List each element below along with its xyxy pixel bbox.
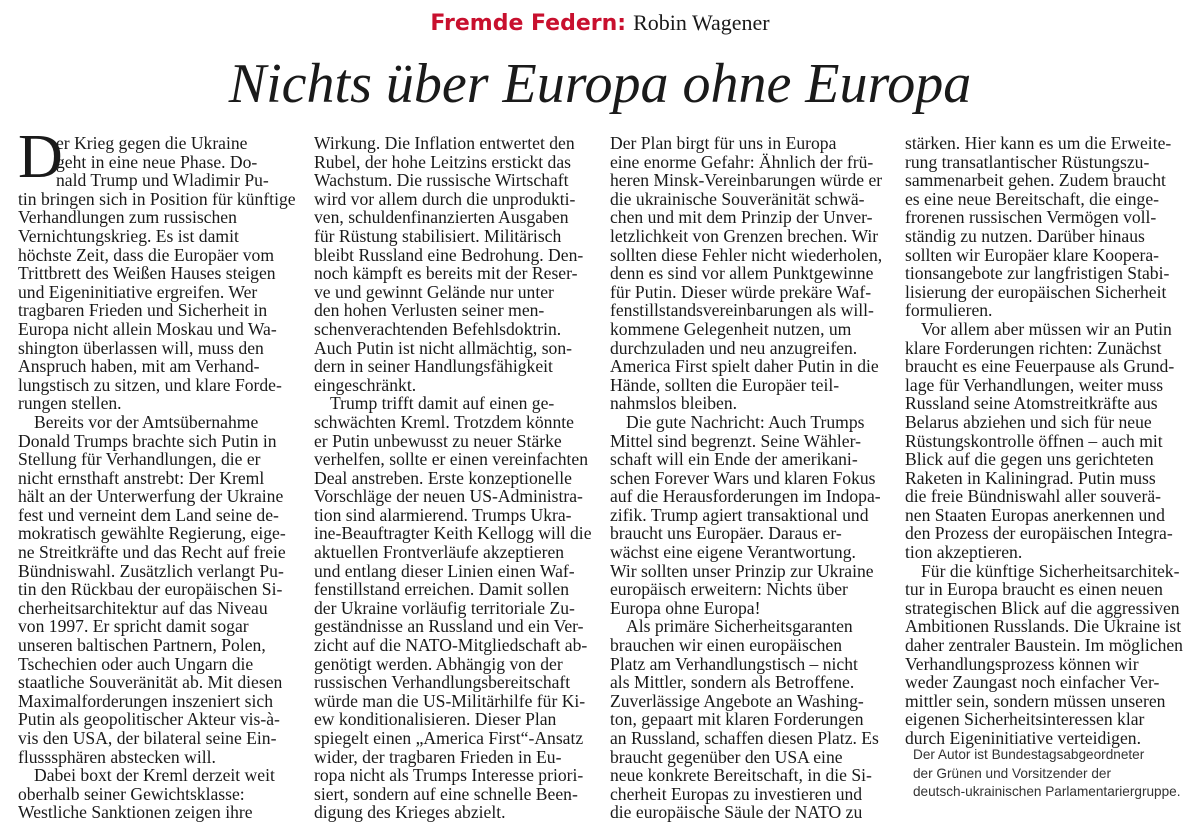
article-line: klare Forderungen richten: Zunächst	[905, 337, 1162, 358]
article-column-3	[610, 134, 890, 822]
article-line: Belarus abziehen und sich für neue	[905, 411, 1152, 432]
article-line: Vorschläge der neuen US-Administra-	[314, 486, 583, 507]
article-line: Zuverlässige Angebote an Washing-	[610, 690, 864, 711]
article-line: hält an der Unterwerfung der Ukraine	[18, 486, 284, 507]
article-line: Donald Trumps brachte sich Putin in	[18, 430, 277, 451]
article-line: Verhandlungsprozess können wir	[905, 653, 1139, 674]
article-line: digung des Krieges abzielt.	[314, 802, 506, 822]
article-line: die ukrainische Souveränität schwä-	[610, 188, 865, 209]
article-line: rungen stellen.	[18, 393, 122, 414]
article-line: fenstillstand erreichen. Damit sollen	[314, 579, 570, 600]
article-line: Für die künftige Sicherheitsarchitek-	[921, 560, 1180, 581]
article-line: shington überlassen will, muss den	[18, 337, 264, 358]
article-line: Blick auf die gegen uns gerichteten	[905, 449, 1154, 470]
article-line: eingeschränkt.	[314, 374, 417, 395]
article-line: er Krieg gegen die Ukraine	[56, 133, 248, 153]
article-line: ven, schuldenfinanzierten Ausgaben	[314, 207, 569, 228]
article-line: eine enorme Gefahr: Ähnlich der frü-	[610, 151, 874, 172]
article-line: Europa ohne Europa!	[610, 597, 761, 618]
article-line: Wachstum. Die russische Wirtschaft	[314, 170, 569, 191]
article-line: Vor allem aber müssen wir an Putin	[921, 318, 1172, 339]
article-line: Ambitionen Russlands. Die Ukraine ist	[905, 616, 1182, 637]
article-line: lungstisch zu sitzen, und klare Forde-	[18, 374, 282, 395]
article-line: ne Streitkräfte und das Recht auf freie	[18, 542, 286, 563]
article-line: Vernichtungskrieg. Es ist damit	[18, 225, 239, 246]
article-line: geständnisse an Russland und ein Ver-	[314, 616, 584, 637]
article-line: Anspruch haben, mit am Verhand-	[18, 356, 260, 377]
article-line: und Eigeninitiative ergreifen. Wer	[18, 281, 258, 302]
article-line: Als primäre Sicherheitsgaranten	[626, 616, 853, 637]
article-line: Bereits vor der Amtsübernahme	[34, 411, 259, 432]
article-line: mokratisch gewählte Regierung, eige-	[18, 523, 286, 544]
article-column-2	[314, 134, 594, 822]
article-line: Rubel, der hohe Leitzins erstickt das	[314, 151, 571, 172]
article-line: schaft will ein Ende der amerikani-	[610, 449, 858, 470]
article-line: ropa nicht als Trumps Interesse priori-	[314, 765, 584, 786]
article-line: geht in eine neue Phase. Do-	[56, 151, 258, 172]
article-line: schen Forever Wars und klaren Fokus	[610, 467, 876, 488]
article-line: Mittel sind begrenzt. Seine Wähler-	[610, 430, 861, 451]
article-line: genötigt werden. Abhängig von der	[314, 653, 563, 674]
article-line: durch Eigeninitiative verteidigen.	[905, 728, 1141, 748]
article-line: die europäische Säule der NATO zu	[610, 802, 863, 822]
article-line: ton, gepaart mit klaren Forderungen	[610, 709, 864, 730]
article-line: formulieren.	[905, 300, 993, 321]
article-line: auf die Herausforderungen im Indopa-	[610, 486, 881, 507]
article-line: für Putin. Dieser würde prekäre Waf-	[610, 281, 872, 302]
article-line: strategischen Blick auf die aggressiven	[905, 597, 1180, 618]
article-line: Russland seine Atomstreitkräfte aus	[905, 393, 1158, 414]
article-line: tin bringen sich in Position für künftige	[18, 188, 296, 209]
article-line: zifik. Trump agiert transaktional und	[610, 504, 869, 525]
article-line: höchste Zeit, dass die Europäer vom	[18, 244, 275, 265]
article-line: vis den USA, der bilateral seine Ein-	[18, 728, 277, 748]
author-note	[913, 746, 1193, 802]
article-line: Dabei boxt der Kreml derzeit weit	[34, 765, 275, 786]
article-line: wächst eine eigene Verantwortung.	[610, 542, 856, 563]
article-line: tin den Rückbau der europäischen Si-	[18, 579, 283, 600]
article-line: ve und gewinnt Gelände nur unter	[314, 281, 554, 302]
article-line: Stellung für Verhandlungen, die er	[18, 449, 261, 470]
article-line: daher zentraler Baustein. Im möglichen	[905, 635, 1183, 656]
article-line: rung transatlantischer Rüstungszu-	[905, 151, 1150, 172]
article-line: aktuellen Frontverläufe akzeptieren	[314, 542, 565, 563]
article-line: als Mittler, sondern als Betroffene.	[610, 672, 855, 693]
article-line: europäisch erweitern: Nichts über	[610, 579, 848, 600]
article-line: braucht uns Europäer. Daraus er-	[610, 523, 842, 544]
article-line: eigenen Sicherheitsinteressen klar	[905, 709, 1145, 730]
article-line: Raketen in Kaliningrad. Putin muss	[905, 467, 1156, 488]
article-line: tion sind alarmierend. Trumps Ukra-	[314, 504, 572, 525]
author-note-line: Der Autor ist Bundestagsabgeordneter	[913, 747, 1145, 762]
article-line: Maximalforderungen inszeniert sich	[18, 690, 274, 711]
article-line: staatliche Souveränität ab. Mit diesen	[18, 672, 283, 693]
article-line: den hohen Verlusten seiner men-	[314, 300, 545, 321]
article-line: siert, sondern auf eine schnelle Been-	[314, 783, 578, 804]
article-line: fest und verneint dem Land seine de-	[18, 504, 279, 525]
article-line: denn es sind vor allem Punktgewinne	[610, 263, 874, 284]
article-line: wird vor allem durch die unprodukti-	[314, 188, 576, 209]
article-line: kommene Gelegenheit nutzen, um	[610, 318, 852, 339]
article-line: noch kämpft es bereits mit der Reser-	[314, 263, 578, 284]
article-line: unseren baltischen Partnern, Polen,	[18, 635, 266, 656]
article-line: Wirkung. Die Inflation entwertet den	[314, 133, 575, 153]
article-line: neue konkrete Bereitschaft, in die Si-	[610, 765, 872, 786]
article-line: oberhalb seiner Gewichtsklasse:	[18, 783, 245, 804]
article-line: Deal anstreben. Erste konzeptionelle	[314, 467, 572, 488]
article-line: Bündniswahl. Zusätzlich verlangt Pu-	[18, 560, 284, 581]
article-line: Platz am Verhandlungstisch – nicht	[610, 653, 858, 674]
article-line: nald Trump und Wladimir Pu-	[56, 170, 269, 191]
article-line: russischen Verhandlungsbereitschaft	[314, 672, 571, 693]
article-column-1	[18, 123, 298, 822]
article-line: Westliche Sanktionen zeigen ihre	[18, 802, 253, 822]
article-line: stärken. Hier kann es um die Erweite-	[905, 133, 1172, 153]
author-name: Robin Wagener	[633, 10, 770, 35]
article-line: Verhandlungen zum russischen	[18, 207, 237, 228]
article-line: lisierung der europäischen Sicherheit	[905, 281, 1167, 302]
article-line: lage für Verhandlungen, weiter muss	[905, 374, 1164, 395]
author-note-line: deutsch-ukrainischen Parlamentariergruppe.	[913, 784, 1181, 800]
article-line: von 1997. Er spricht damit sogar	[18, 616, 249, 637]
article-line: Auch Putin ist nicht allmächtig, son-	[314, 337, 573, 358]
article-line: durchzuladen und neu anzugreifen.	[610, 337, 858, 358]
article-line: spiegelt einen „America First“-Ansatz	[314, 728, 584, 748]
article-line: brauchen wir einen europäischen	[610, 635, 843, 656]
article-line: Hände, sollten die Europäer teil-	[610, 374, 840, 395]
article-line: der Ukraine vorläufig territoriale Zu-	[314, 597, 575, 618]
article-line: zicht auf die NATO-Mitgliedschaft ab-	[314, 635, 588, 656]
article-line: chen und mit dem Prinzip der Unver-	[610, 207, 873, 228]
article-line: ew konditionalisieren. Dieser Plan	[314, 709, 557, 730]
article-line: die freie Bündniswahl aller souverä-	[905, 486, 1161, 507]
article-line: Europa nicht allein Moskau und Wa-	[18, 318, 277, 339]
article-line: tur in Europa braucht es einen neuen	[905, 579, 1163, 600]
article-line: tion akzeptieren.	[905, 542, 1023, 563]
article-line: Der Plan birgt für uns in Europa	[610, 133, 837, 153]
article-line: braucht gegenüber den USA eine	[610, 746, 843, 767]
article-line: dern in seiner Handlungsfähigkeit	[314, 356, 553, 377]
article-line: sollten diese Fehler nicht wiederholen,	[610, 244, 883, 265]
headline: Nichts über Europa ohne Europa	[228, 53, 972, 115]
article-line: bleibt Russland eine Bedrohung. Den-	[314, 244, 584, 265]
article-line: ständig zu nutzen. Darüber hinaus	[905, 225, 1145, 246]
article-line: den Prozess der europäischen Integra-	[905, 523, 1173, 544]
article-line: Wir sollten unser Prinzip zur Ukraine	[610, 560, 874, 581]
article-line: er Putin unbewusst zu neuer Stärke	[314, 430, 562, 451]
article-line: sammenarbeit gehen. Zudem braucht	[905, 170, 1166, 191]
article-line: Tschechien oder auch Ungarn die	[18, 653, 254, 674]
article-line: Putin als geopolitischer Akteur vis-à-	[18, 709, 280, 730]
article-column-4	[905, 134, 1185, 748]
article-line: schenverachtenden Befehlsdoktrin.	[314, 318, 562, 339]
article-line: Trittbrett des Weißen Hauses steigen	[18, 263, 276, 284]
article-line: flusssphären abstecken will.	[18, 746, 216, 767]
article-line: cherheit Europas zu investieren und	[610, 783, 863, 804]
article-line: ine-Beauftragter Keith Kellogg will die	[314, 523, 592, 544]
article-line: braucht es eine Feuerpause als Grund-	[905, 356, 1175, 377]
article-line: nen Staaten Europas anerkennen und	[905, 504, 1165, 525]
article-line: tionsangebote zur langfristigen Stabi-	[905, 263, 1170, 284]
article-line: es eine neue Bereitschaft, die einge-	[905, 188, 1160, 209]
article-line: heren Minsk-Vereinbarungen würde er	[610, 170, 883, 191]
article-line: frorenen russischen Vermögen voll-	[905, 207, 1157, 228]
author-note-line: der Grünen und Vorsitzender der	[913, 765, 1111, 781]
drop-cap: D	[18, 123, 63, 191]
article-line: Trump trifft damit auf einen ge-	[330, 393, 555, 414]
article-line: tragbaren Frieden und Sicherheit in	[18, 300, 268, 321]
article-line: nicht ernsthaft anstrebt: Der Kreml	[18, 467, 265, 488]
article-line: schwächten Kreml. Trotzdem könnte	[314, 411, 574, 432]
article-line: mittler sein, sondern müssen unseren	[905, 690, 1166, 711]
article-line: wider, der tragbaren Frieden in Eu-	[314, 746, 562, 767]
article-line: Die gute Nachricht: Auch Trumps	[626, 411, 865, 432]
article-line: nahmslos bleiben.	[610, 393, 738, 414]
article-line: und entlang dieser Linien einen Waf-	[314, 560, 575, 581]
article-line: verhelfen, sollte er einen vereinfachten	[314, 449, 589, 470]
article-line: cherheitsarchitektur auf das Niveau	[18, 597, 268, 618]
article-line: für Rüstung stabilisiert. Militärisch	[314, 225, 562, 246]
article-line: letzlichkeit von Grenzen brechen. Wir	[610, 225, 879, 246]
article-line: weder Zaungast noch einfacher Ver-	[905, 672, 1160, 693]
article-line: würde man die US-Militärhilfe für Ki-	[314, 690, 586, 711]
section-kicker	[0, 8, 1200, 39]
article-line: fenstillstandsvereinbarungen als will-	[610, 300, 874, 321]
article-line: America First spielt daher Putin in die	[610, 356, 879, 377]
article-line: an Russland, schaffen diesen Platz. Es	[610, 728, 879, 748]
article-line: Rüstungskontrolle öffnen – auch mit	[905, 430, 1163, 451]
article-line: sollten wir Europäer klare Kooperа-	[905, 244, 1160, 265]
section-label: Fremde Federn:	[430, 11, 627, 36]
